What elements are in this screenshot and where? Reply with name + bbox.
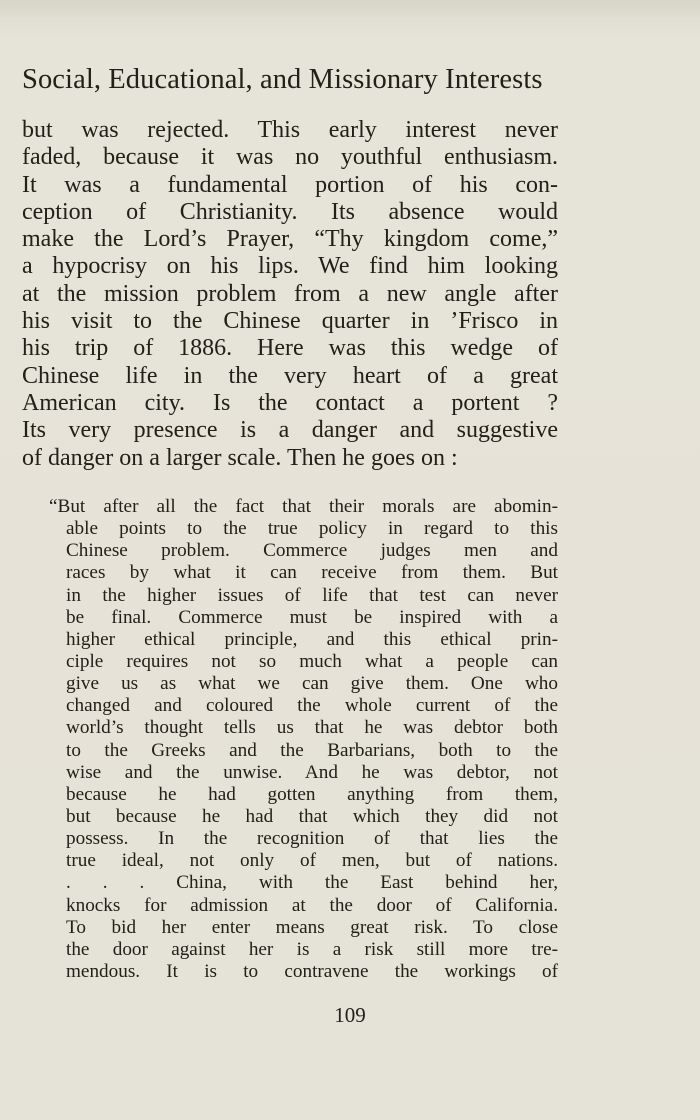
body-line: It was a fundamental portion of his con-: [22, 171, 558, 198]
block-quote: [49, 496, 558, 983]
quote-line: give us as what we can give them. One who: [66, 673, 558, 695]
quote-line: the door against her is a risk still more tre-: [66, 938, 558, 960]
body-paragraph: [22, 117, 558, 472]
body-line: at the mission problem from a new angle after: [22, 280, 558, 307]
quote-line: able points to the true policy in regard to this: [66, 518, 558, 540]
page-number: 109: [334, 1003, 366, 1027]
body-line: a hypocrisy on his lips. We find him looking: [22, 253, 558, 280]
quote-line: mendous. It is to contravene the workings of: [66, 960, 558, 982]
quote-line: world’s thought tells us that he was debtor both: [66, 717, 558, 739]
quote-line: because he had gotten anything from them,: [66, 783, 558, 805]
running-head: Social, Educational, and Missionary Interests: [22, 64, 543, 95]
quote-line: but because he had that which they did not: [66, 805, 558, 827]
quote-line: . . . China, with the East behind her,: [66, 872, 558, 894]
quote-line: possess. In the recognition of that lies the: [66, 828, 558, 850]
body-line: Its very presence is a danger and suggestive: [22, 417, 558, 444]
body-line: ception of Christianity. Its absence would: [22, 198, 558, 225]
quote-line: true ideal, not only of men, but of nations.: [66, 850, 558, 872]
body-line: his trip of 1886. Here was this wedge of: [22, 335, 558, 362]
quote-line: Chinese problem. Commerce judges men and: [66, 540, 558, 562]
quote-line: To bid her enter means great risk. To close: [66, 916, 558, 938]
quote-line: knocks for admission at the door of California.: [66, 894, 558, 916]
body-line: make the Lord’s Prayer, “Thy kingdom come,”: [22, 226, 558, 253]
body-line: faded, because it was no youthful enthusiasm.: [22, 144, 558, 171]
body-line: American city. Is the contact a portent ?: [22, 389, 558, 416]
quote-line: ciple requires not so much what a people can: [66, 650, 558, 672]
quote-line: “But after all the fact that their morals are abomin-: [49, 496, 558, 517]
body-line: of danger on a larger scale. Then he goes on :: [22, 444, 458, 471]
body-line: but was rejected. This early interest never: [22, 117, 558, 143]
page-top-shadow: [0, 0, 700, 18]
body-line: his visit to the Chinese quarter in ’Frisco in: [22, 308, 558, 335]
quote-line: wise and the unwise. And he was debtor, not: [66, 761, 558, 783]
quote-line: in the higher issues of life that test can never: [66, 584, 558, 606]
quote-line: races by what it can receive from them. But: [66, 562, 558, 584]
quote-line: be final. Commerce must be inspired with a: [66, 606, 558, 628]
quote-line: to the Greeks and the Barbarians, both to the: [66, 739, 558, 761]
quote-line: higher ethical principle, and this ethical prin-: [66, 628, 558, 650]
quote-line: changed and coloured the whole current of the: [66, 695, 558, 717]
body-line: Chinese life in the very heart of a great: [22, 362, 558, 389]
